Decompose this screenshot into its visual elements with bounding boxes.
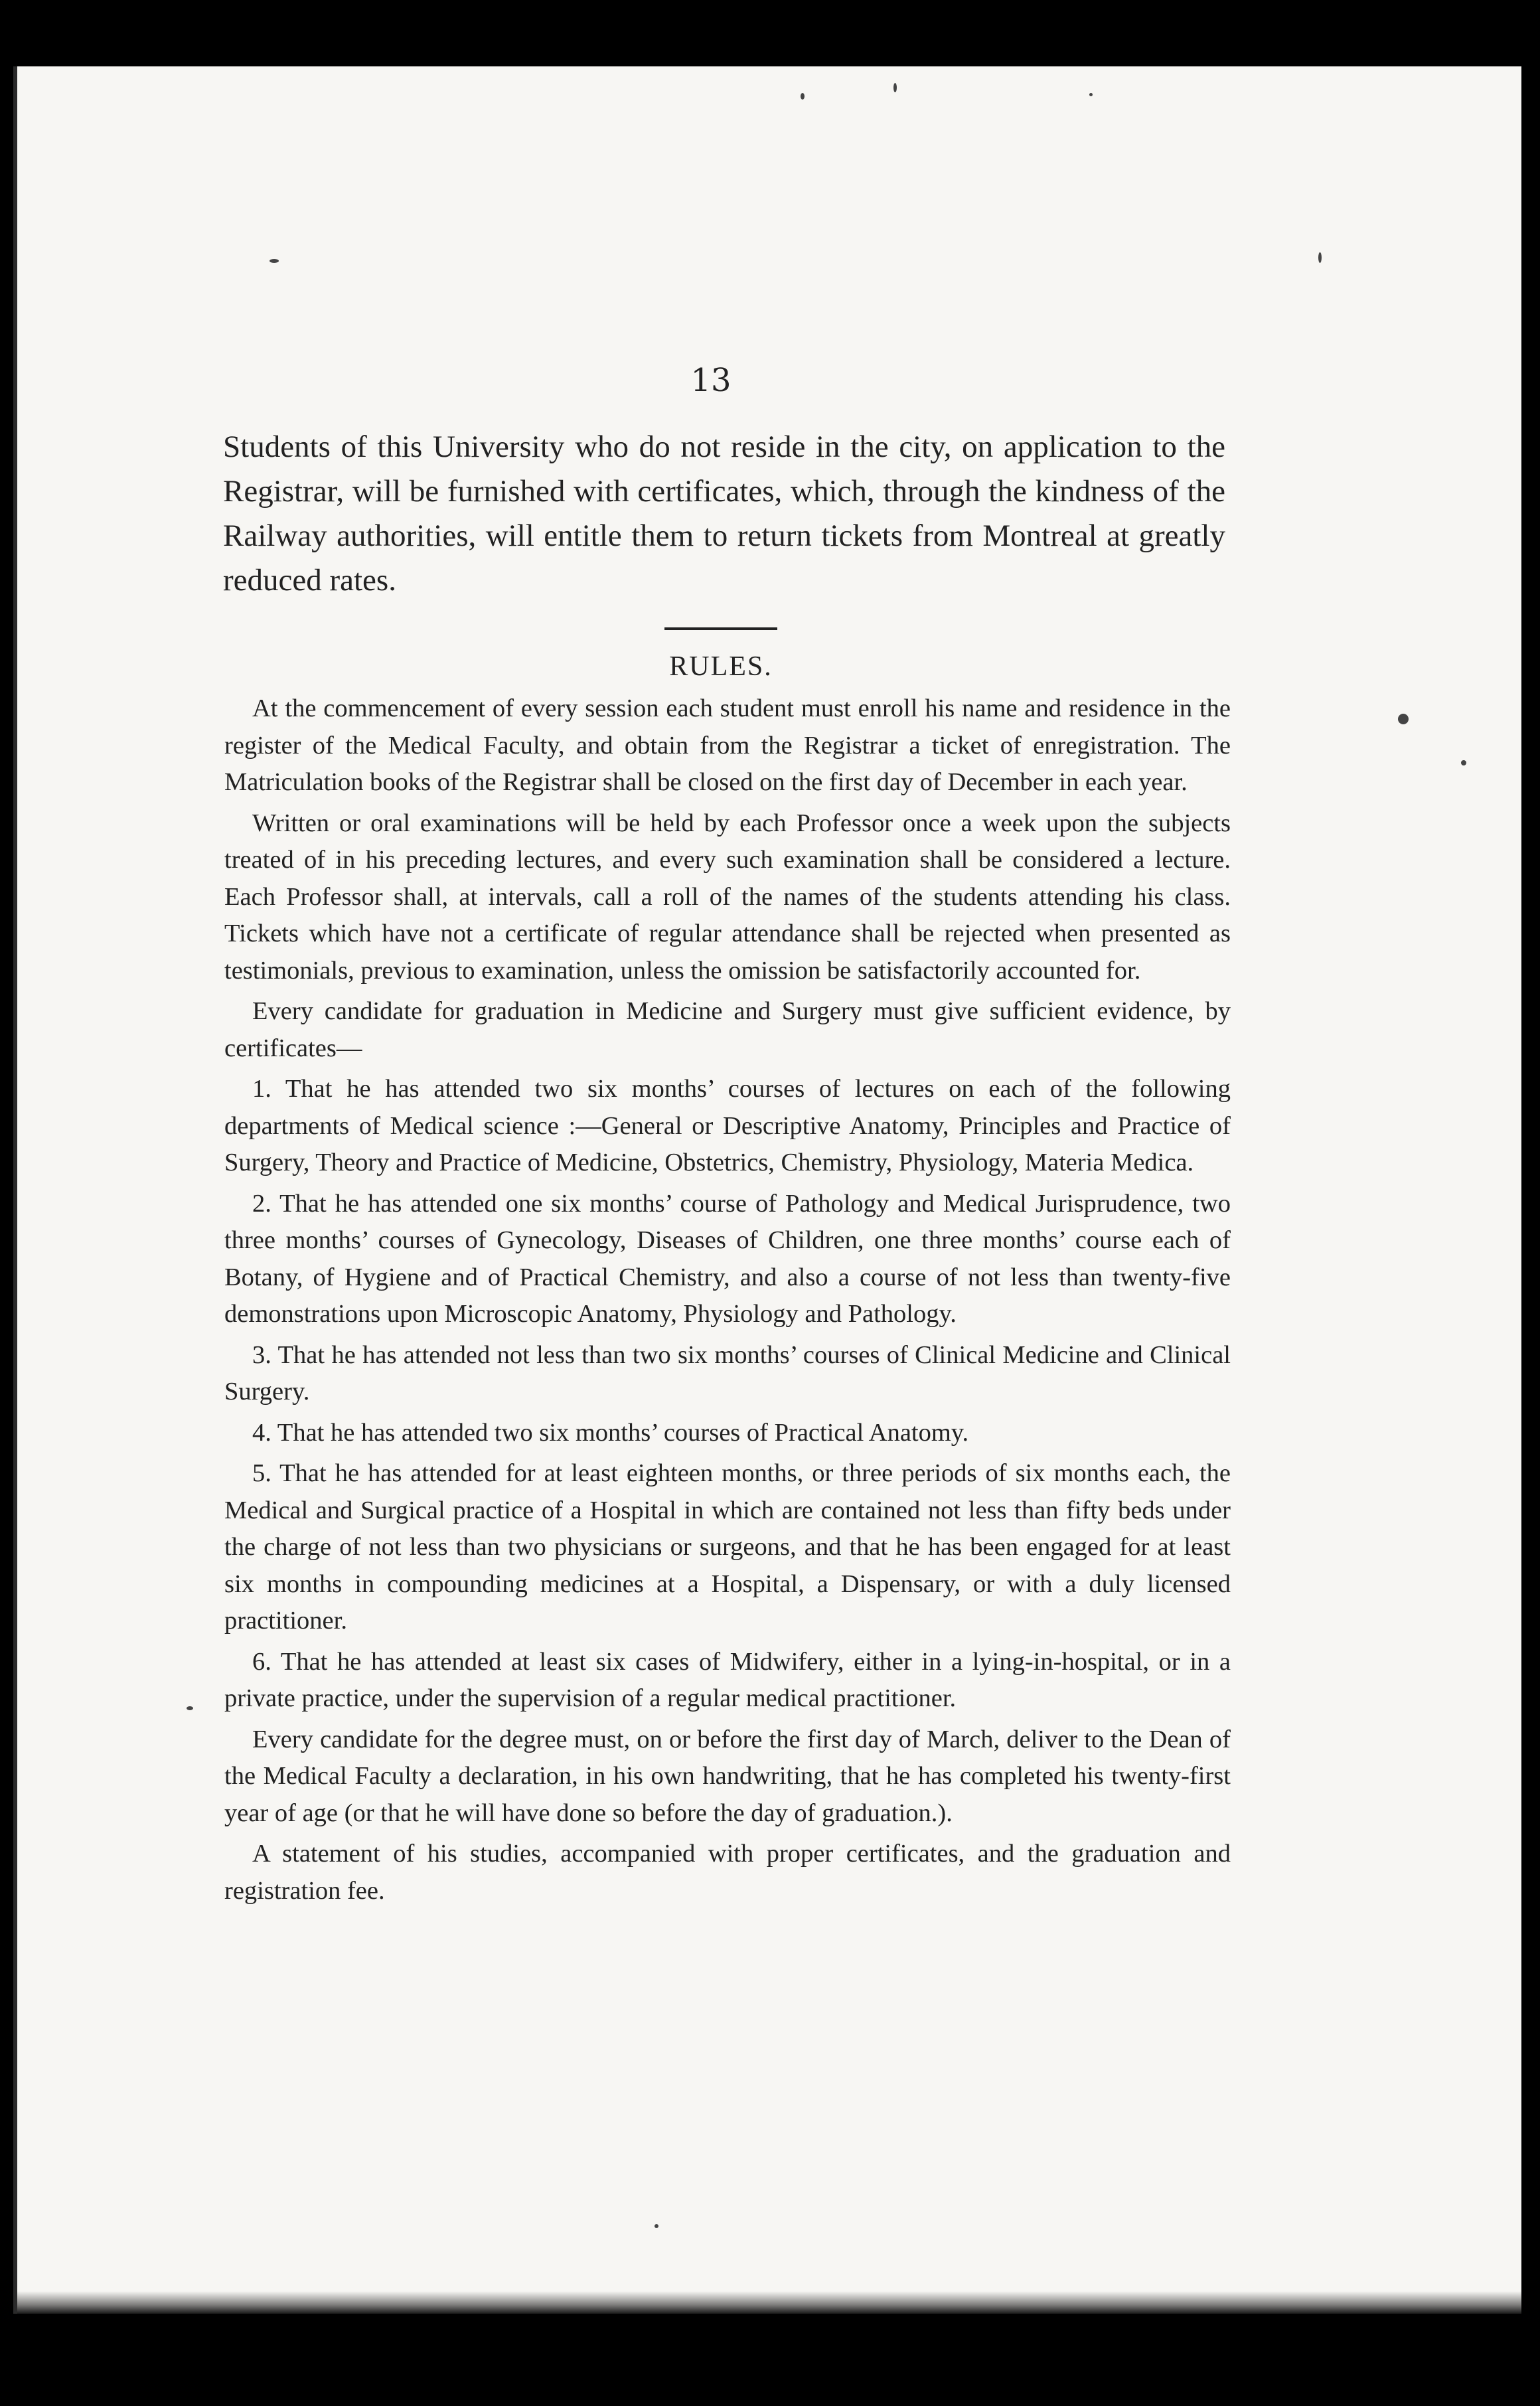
page-number: 13 xyxy=(690,362,732,399)
rule-paragraph: Written or oral examinations will be held by each Professor once a week upon the subjects treated of in his preceding lectures, and every such examination shall be considered a lecture. Each Professor shall, at intervals, call a roll of the names of the students attending his class. Tickets which have not a certificate of regular attendance shall be rejected when presented as testimonials, previous to examination, unless the omission be satisfactorily accounted for. xyxy=(224,809,1231,985)
scan-speck xyxy=(893,83,897,92)
rules-body xyxy=(224,690,1231,1913)
rule-item-4: 4. That he has attended two six months’ courses of Practical Anatomy. xyxy=(252,1418,969,1447)
rule-item-3: 3. That he has attended not less than two six months’ courses of Clinical Medicine and Clinical Surgery. xyxy=(224,1340,1231,1405)
rule-paragraph: Every candidate for graduation in Medicine and Surgery must give sufficient evidence, by certificates— xyxy=(224,997,1231,1062)
rule-item-1: 1. That he has attended two six months’ courses of lectures on each of the following departments of Medical science :—General or Descriptive Anatomy, Principles and Practice of Surgery, Theory and Practice of Medicine, Obstetrics, Chemistry, Physiology, Materia Medica. xyxy=(224,1075,1231,1176)
scan-speck xyxy=(1089,93,1093,96)
scan-speck xyxy=(1398,714,1409,724)
scan-speck xyxy=(1461,760,1466,765)
rule-paragraph: Every candidate for the degree must, on or before the first day of March, deliver to the Dean of the Medical Faculty a declaration, in his own handwriting, that he has completed his twenty-first year of age (or that he will have done so before the day of graduation.). xyxy=(224,1725,1231,1827)
scan-speck xyxy=(270,259,279,263)
scan-speck xyxy=(801,93,805,100)
rule-paragraph: A statement of his studies, accompanied with proper certificates, and the graduation and registration fee. xyxy=(224,1840,1231,1905)
rule-paragraph: At the commencement of every session each student must enroll his name and residence in the register of the Medical Faculty, and obtain from the Registrar a ticket of enregistration. The Matriculation books of the Registrar shall be closed on the first day of December in each year. xyxy=(224,694,1231,796)
scan-speck xyxy=(187,1706,193,1710)
rule-item-2: 2. That he has attended one six months’ course of Pathology and Medical Jurisprudence, two three months’ courses of Gynecology, Diseases of Children, one three months’ course each of Botany, of Hygiene and of Practical Chemistry, and also a course of not less than twenty-five demonstrations upon Microscopic Anatomy, Physiology and Pathology. xyxy=(224,1189,1231,1328)
rule-item-5: 5. That he has attended for at least eighteen months, or three periods of six months each, the Medical and Surgical practice of a Hospital in which are contained not less than fifty beds under the charge of not less than two physicians or surgeons, and that he has been engaged for at least six months in compounding medicines at a Hospital, a Dispensary, or with a duly licensed practitioner. xyxy=(224,1459,1231,1635)
rules-heading: RULES. xyxy=(669,651,773,682)
scan-speck xyxy=(1318,252,1322,263)
section-divider xyxy=(664,627,777,630)
rule-item-6: 6. That he has attended at least six cases of Midwifery, either in a lying-in-hospital, or in a private practice, under the supervision of a regular medical practitioner. xyxy=(224,1647,1231,1712)
intro-paragraph: Students of this University who do not reside in the city, on application to the Registrar, will be furnished with certificates, which, through the kindness of the Railway authorities, will entitle them to return tickets from Montreal at greatly reduced rates. xyxy=(223,430,1225,598)
book-page xyxy=(13,66,1521,2314)
scan-speck xyxy=(654,2224,658,2228)
